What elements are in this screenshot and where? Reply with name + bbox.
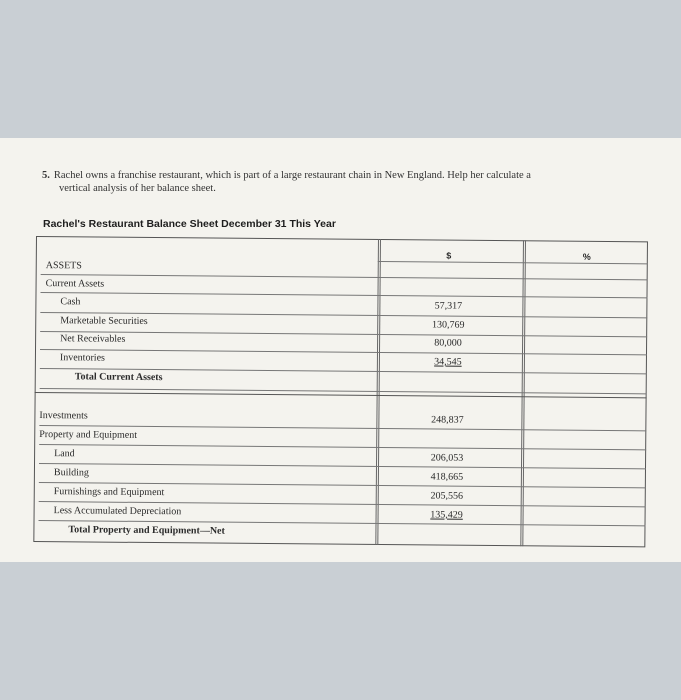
assets-label: ASSETS (45, 260, 82, 272)
table-title: Rachel's Restaurant Balance Sheet December 31 This Year (43, 218, 336, 230)
question-text (42, 169, 652, 195)
property-equipment-label: Property and Equipment (39, 429, 138, 441)
document-page (0, 138, 681, 562)
current-assets-label: Current Assets (45, 278, 105, 290)
total-property-label: Total Property and Equipment—Net (68, 524, 225, 537)
furnishings-label: Furnishings and Equipment (53, 486, 165, 499)
balance-sheet-table (33, 236, 648, 547)
depreciation-label: Less Accumulated Depreciation (53, 505, 182, 518)
cash-label: Cash (60, 296, 81, 308)
cash-value: 57,317 (434, 300, 463, 312)
percent-column-header: % (582, 251, 591, 262)
marketable-securities-value: 130,769 (431, 319, 465, 331)
net-receivables-label: Net Receivables (60, 333, 126, 345)
land-value: 206,053 (430, 452, 464, 464)
marketable-securities-label: Marketable Securities (60, 315, 148, 327)
investments-label: Investments (39, 410, 88, 422)
question-number: 5. (42, 170, 50, 181)
depreciation-value: 135,429 (430, 509, 463, 521)
question-line-1: Rachel owns a franchise restaurant, which is part of a large restaurant chain in New England. Help her calculate a (53, 170, 531, 181)
dollar-column-header: $ (446, 250, 452, 261)
building-value: 418,665 (430, 471, 464, 483)
furnishings-value: 205,556 (430, 490, 464, 502)
inventories-value: 34,545 (434, 356, 462, 368)
inventories-label: Inventories (59, 352, 105, 364)
question-line-2: vertical analysis of her balance sheet. (59, 183, 216, 194)
total-current-assets-label: Total Current Assets (74, 371, 163, 384)
building-label: Building (53, 467, 89, 479)
investments-value: 248,837 (431, 414, 464, 426)
net-receivables-value: 80,000 (434, 337, 462, 349)
land-label: Land (54, 448, 75, 460)
